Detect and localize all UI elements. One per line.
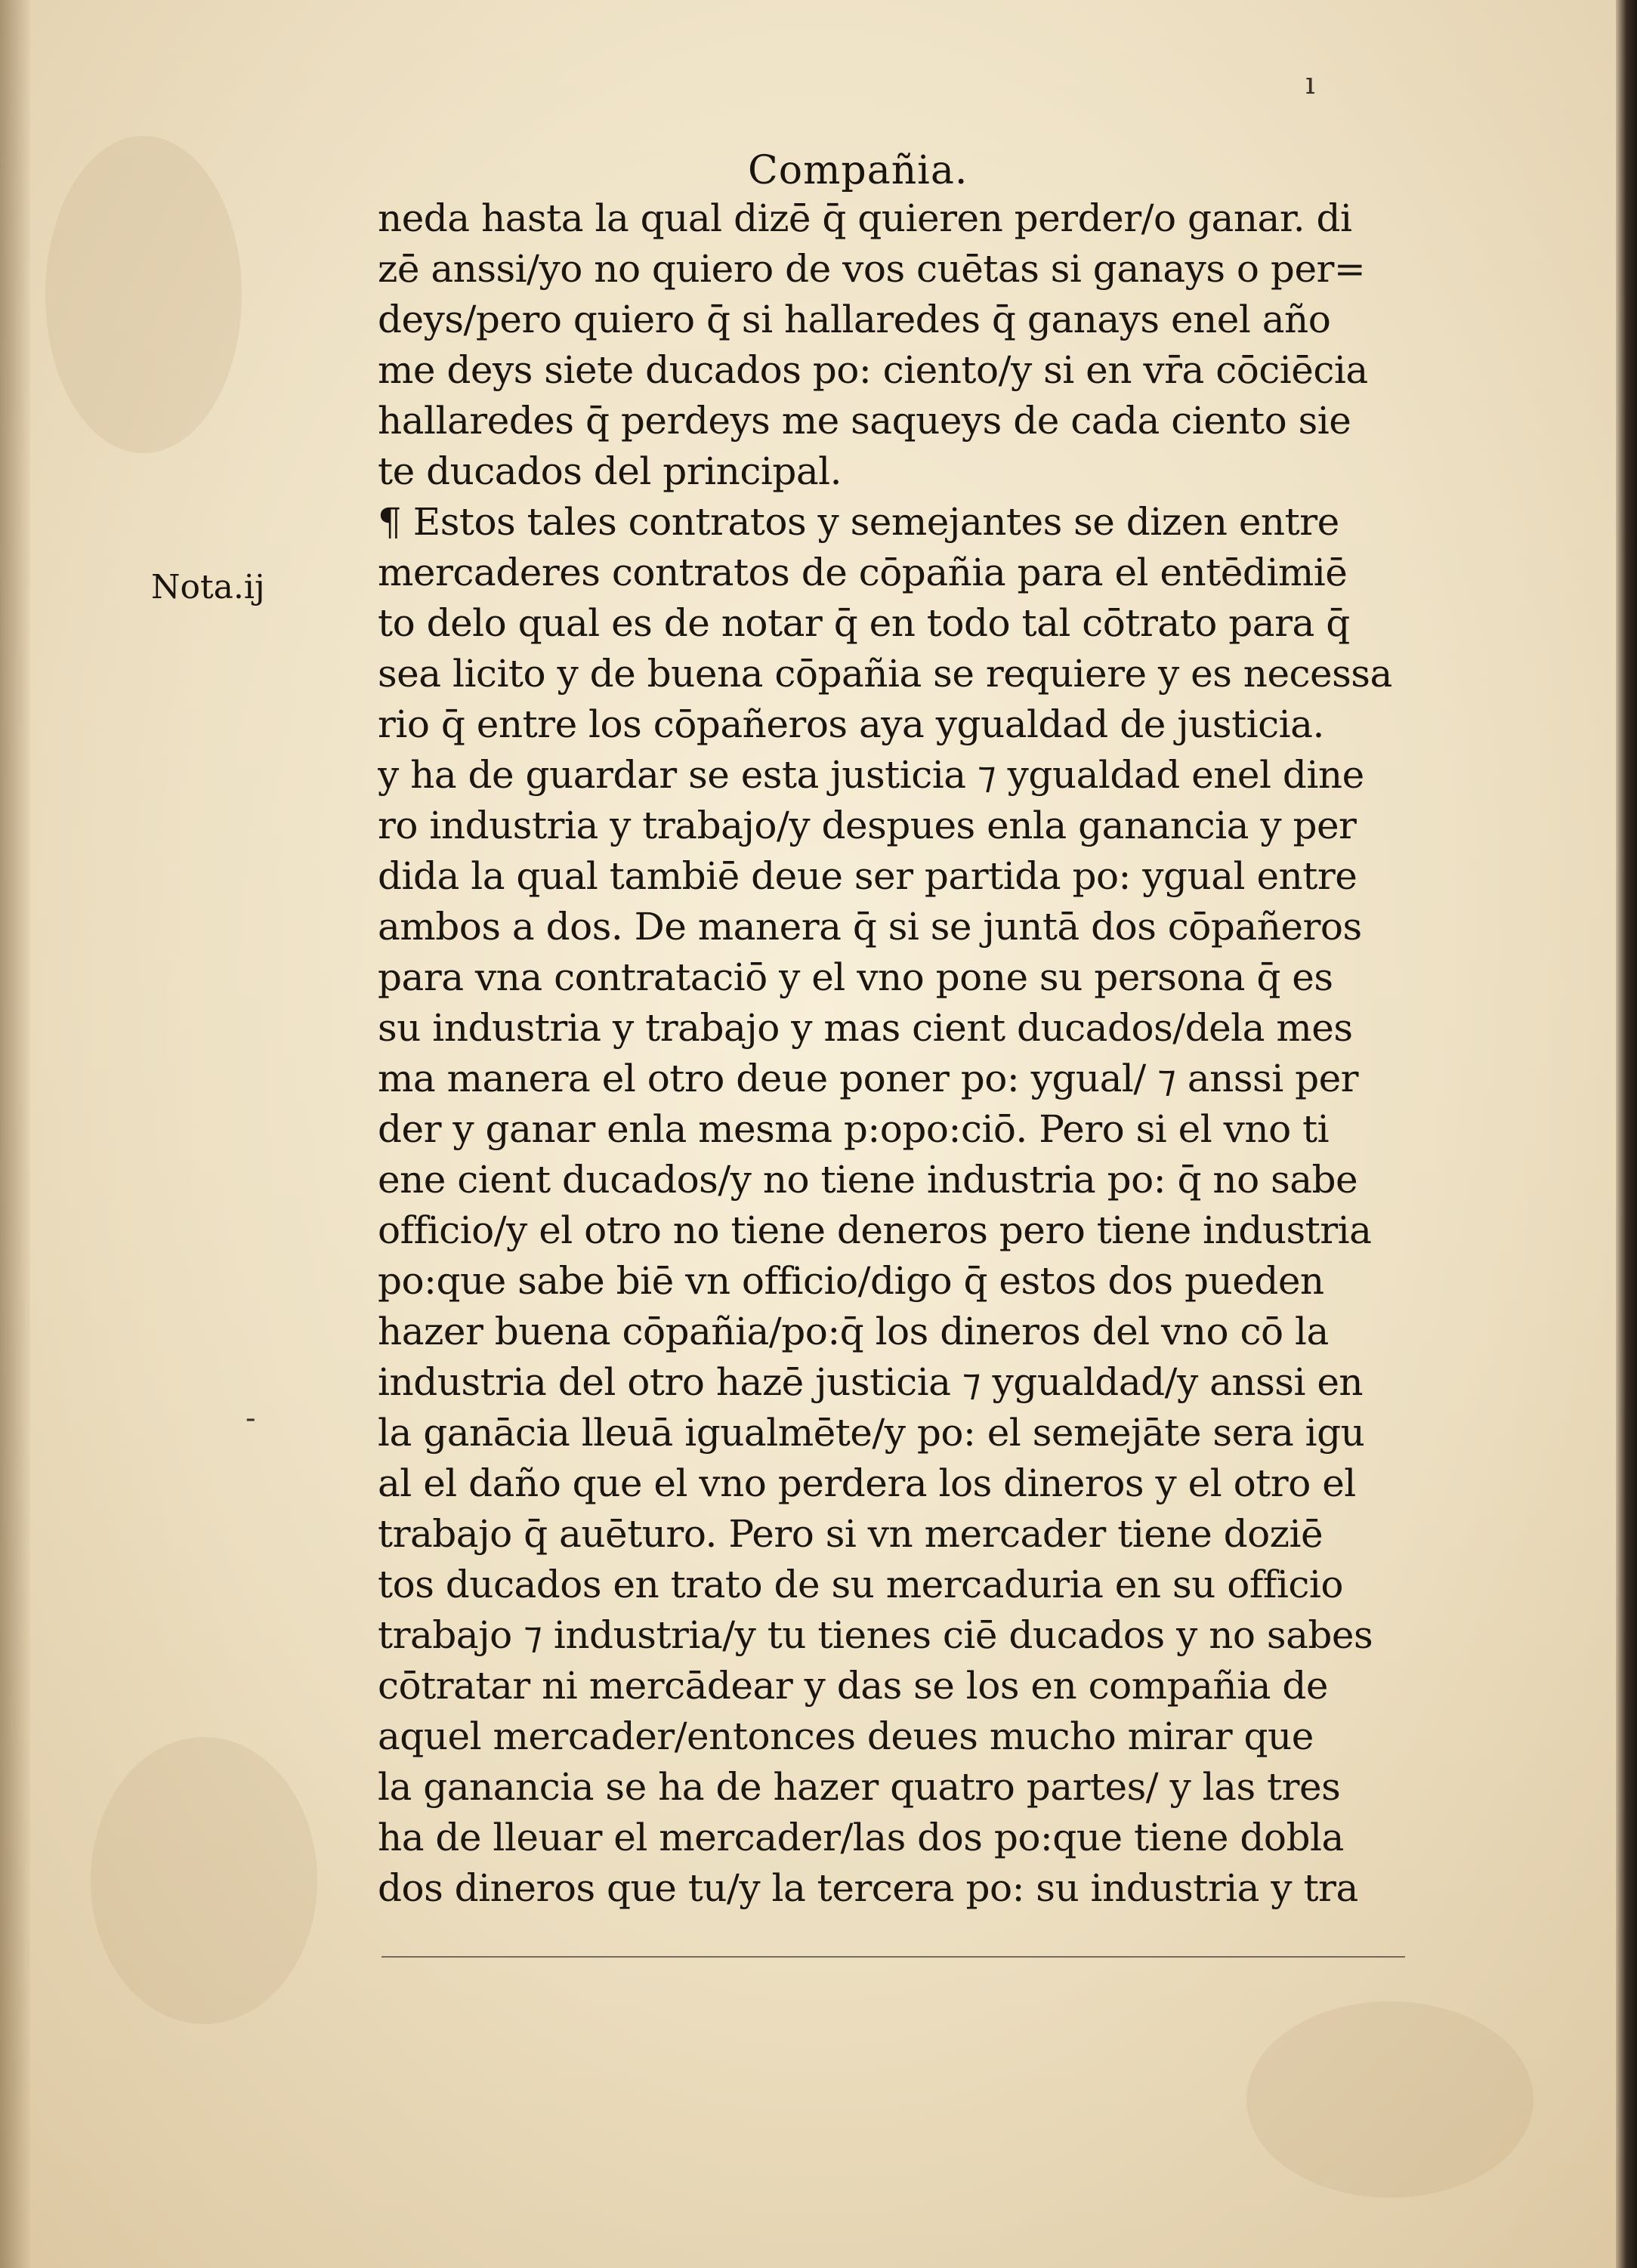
text-line: para vna contrataciō y el vno pone su persona q̄ es (378, 955, 1333, 999)
marginal-note: Nota.ij (151, 568, 265, 606)
text-line: zē anssi/yo no quiero de vos cuētas si ganays o per= (378, 247, 1366, 291)
text-line: dida la qual tambiē deue ser partida po: ygual entre (378, 854, 1357, 898)
text-line: la ganancia se ha de hazer quatro partes/ y las tres (378, 1765, 1341, 1809)
paper-stain (91, 1737, 317, 2024)
ink-mark: - (246, 1401, 256, 1436)
text-line: industria del otro hazē justicia ⁊ ygualdad/y anssi en (378, 1360, 1364, 1404)
text-line: to delo qual es de notar q̄ en todo tal cōtrato para q̄ (378, 601, 1350, 645)
page-edge-shadow (1616, 0, 1637, 2268)
text-line: po:que sabe biē vn officio/digo q̄ estos dos pueden (378, 1259, 1324, 1303)
text-line: neda hasta la qual dizē q̄ quieren perder/o ganar. di (378, 196, 1352, 240)
text-line: ene cient ducados/y no tiene industria po: q̄ no sabe (378, 1158, 1358, 1202)
text-line: sea licito y de buena cōpañia se requiere y es necessa (378, 652, 1392, 696)
ink-mark: ı (1305, 66, 1315, 101)
page-gutter-shadow (0, 0, 30, 2268)
text-line: officio/y el otro no tiene deneros pero tiene industria (378, 1208, 1372, 1252)
text-line: la ganācia lleuā igualmēte/y po: el semejāte sera igu (378, 1411, 1365, 1455)
text-line: ro industria y trabajo/y despues enla ganancia y per (378, 804, 1357, 847)
text-line: ambos a dos. De manera q̄ si se juntā dos cōpañeros (378, 905, 1362, 949)
text-line: dos dineros que tu/y la tercera po: su industria y tra (378, 1866, 1358, 1910)
text-line: der y ganar enla mesma p:opo:ciō. Pero si el vno ti (378, 1107, 1330, 1151)
text-line: mercaderes contratos de cōpañia para el entēdimiē (378, 551, 1348, 594)
text-line: rio q̄ entre los cōpañeros aya ygualdad de justicia. (378, 702, 1324, 746)
text-line: hallaredes q̄ perdeys me saqueys de cada ciento sie (378, 399, 1351, 443)
text-line: trabajo ⁊ industria/y tu tienes ciē ducados y no sabes (378, 1613, 1373, 1657)
text-line: ma manera el otro deue poner po: ygual/ ⁊ anssi per (378, 1057, 1359, 1100)
body-text (378, 193, 1405, 1914)
text-line: hazer buena cōpañia/po:q̄ los dineros del vno cō la (378, 1310, 1329, 1353)
paper-stain (1246, 2001, 1534, 2198)
text-line: deys/pero quiero q̄ si hallaredes q̄ ganays enel año (378, 298, 1331, 341)
text-line: cōtratar ni mercādear y das se los en compañia de (378, 1664, 1328, 1708)
text-line: su industria y trabajo y mas cient ducados/dela mes (378, 1006, 1353, 1050)
text-line: al el daño que el vno perdera los dineros y el otro el (378, 1461, 1356, 1505)
text-line: trabajo q̄ auēturo. Pero si vn mercader tiene doziē (378, 1512, 1323, 1556)
paper-stain (45, 136, 242, 453)
text-line: te ducados del principal. (378, 449, 842, 493)
underline-rule (381, 1956, 1405, 1958)
text-line: ¶ Estos tales contratos y semejantes se dizen entre (378, 500, 1339, 544)
text-line: me deys siete ducados po: ciento/y si en vr̄a cōciēcia (378, 348, 1368, 392)
text-line: tos ducados en trato de su mercaduria en su officio (378, 1563, 1343, 1606)
text-line: aquel mercader/entonces deues mucho mirar que (378, 1714, 1314, 1758)
text-line: ha de lleuar el mercader/las dos po:que tiene dobla (378, 1816, 1344, 1859)
running-header: Compañia. (748, 148, 968, 193)
text-line: y ha de guardar se esta justicia ⁊ ygualdad enel dine (378, 753, 1364, 797)
